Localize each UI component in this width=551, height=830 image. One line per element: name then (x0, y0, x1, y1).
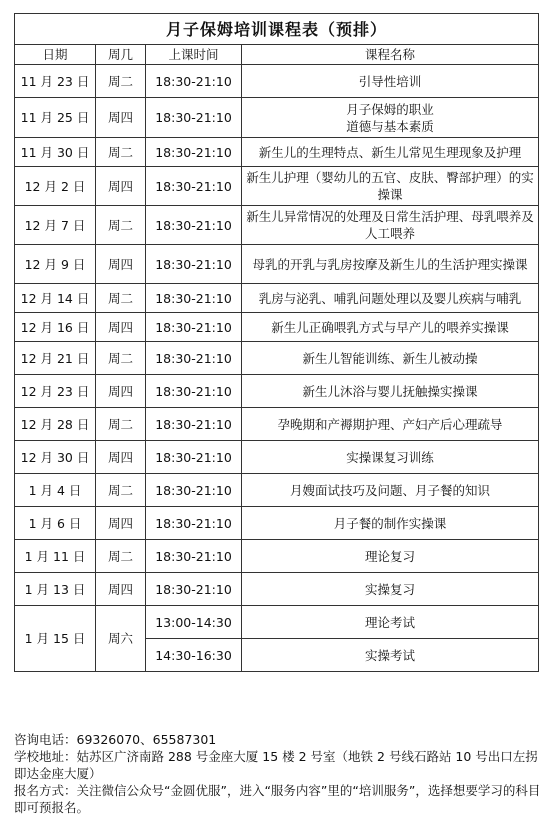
time-cell: 18:30-21:10 (146, 408, 242, 441)
course-cell: 理论复习 (242, 540, 539, 573)
table-row (15, 573, 539, 606)
table-row (15, 284, 539, 313)
weekday-cell: 周四 (96, 441, 146, 474)
time-cell: 18:30-21:10 (146, 138, 242, 167)
date-cell: 12 月 2 日 (15, 167, 96, 206)
time-cell: 18:30-21:10 (146, 167, 242, 206)
course-cell: 月嫂面试技巧及问题、月子餐的知识 (242, 474, 539, 507)
table-row (15, 375, 539, 408)
table-row (15, 167, 539, 206)
time-cell: 18:30-21:10 (146, 245, 242, 284)
weekday-cell: 周四 (96, 245, 146, 284)
table-row (15, 474, 539, 507)
course-cell: 引导性培训 (242, 65, 539, 98)
contact-info (14, 731, 544, 816)
address-line: 学校地址：姑苏区广济南路 288 号金座大厦 15 楼 2 号室（地铁 2 号线石路站 10 号出口左拐即达金座大厦） (14, 749, 538, 781)
header-date: 日期 (15, 45, 96, 65)
weekday-cell: 周二 (96, 65, 146, 98)
time-cell: 18:30-21:10 (146, 342, 242, 375)
header-course: 课程名称 (242, 45, 539, 65)
time-cell: 18:30-21:10 (146, 573, 242, 606)
date-cell: 11 月 30 日 (15, 138, 96, 167)
date-cell: 12 月 28 日 (15, 408, 96, 441)
table-row (15, 507, 539, 540)
course-cell: 新生儿沐浴与婴儿抚触操实操课 (242, 375, 539, 408)
date-cell: 12 月 9 日 (15, 245, 96, 284)
weekday-cell: 周二 (96, 206, 146, 245)
table-title: 月子保姆培训课程表（预排） (15, 14, 539, 45)
course-cell: 月子餐的制作实操课 (242, 507, 539, 540)
time-cell: 18:30-21:10 (146, 441, 242, 474)
signup-line: 报名方式：关注微信公众号“金圆优服”，进入“服务内容”里的“培训服务”，选择想要学习的科目即可预报名。 (14, 783, 541, 815)
date-cell: 12 月 23 日 (15, 375, 96, 408)
date-cell: 1 月 4 日 (15, 474, 96, 507)
table-row (15, 65, 539, 98)
date-cell: 1 月 13 日 (15, 573, 96, 606)
course-cell: 实操考试 (242, 639, 539, 672)
table-row (15, 245, 539, 284)
time-cell: 13:00-14:30 (146, 606, 242, 639)
table-row (15, 98, 539, 138)
weekday-cell: 周二 (96, 474, 146, 507)
course-cell: 实操复习 (242, 573, 539, 606)
table-row (15, 206, 539, 245)
course-cell: 孕晚期和产褥期护理、产妇产后心理疏导 (242, 408, 539, 441)
table-row (15, 313, 539, 342)
course-cell: 新生儿智能训练、新生儿被动操 (242, 342, 539, 375)
weekday-cell: 周四 (96, 507, 146, 540)
course-cell: 实操课复习训练 (242, 441, 539, 474)
schedule-table (14, 13, 539, 672)
course-cell: 新生儿正确喂乳方式与早产儿的喂养实操课 (242, 313, 539, 342)
weekday-cell: 周六 (96, 606, 146, 672)
weekday-cell: 周四 (96, 573, 146, 606)
time-cell: 18:30-21:10 (146, 65, 242, 98)
header-weekday: 周几 (96, 45, 146, 65)
time-cell: 18:30-21:10 (146, 474, 242, 507)
time-cell: 18:30-21:10 (146, 284, 242, 313)
course-cell: 母乳的开乳与乳房按摩及新生儿的生活护理实操课 (242, 245, 539, 284)
weekday-cell: 周四 (96, 375, 146, 408)
weekday-cell: 周二 (96, 284, 146, 313)
weekday-cell: 周四 (96, 167, 146, 206)
date-cell: 1 月 11 日 (15, 540, 96, 573)
table-row (15, 408, 539, 441)
date-cell: 12 月 21 日 (15, 342, 96, 375)
date-cell: 1 月 6 日 (15, 507, 96, 540)
time-cell: 14:30-16:30 (146, 639, 242, 672)
date-cell: 12 月 7 日 (15, 206, 96, 245)
date-cell: 12 月 30 日 (15, 441, 96, 474)
course-cell: 新生儿异常情况的处理及日常生活护理、母乳喂养及人工喂养 (242, 206, 539, 245)
course-cell: 新生儿的生理特点、新生儿常见生理现象及护理 (242, 138, 539, 167)
course-cell: 乳房与泌乳、哺乳问题处理以及婴儿疾病与哺乳 (242, 284, 539, 313)
date-cell: 1 月 15 日 (15, 606, 96, 672)
weekday-cell: 周二 (96, 408, 146, 441)
course-cell: 月子保姆的职业 道德与基本素质 (242, 98, 539, 138)
course-cell: 理论考试 (242, 606, 539, 639)
table-row (15, 606, 539, 639)
time-cell: 18:30-21:10 (146, 206, 242, 245)
time-cell: 18:30-21:10 (146, 540, 242, 573)
time-cell: 18:30-21:10 (146, 375, 242, 408)
weekday-cell: 周二 (96, 342, 146, 375)
date-cell: 11 月 25 日 (15, 98, 96, 138)
date-cell: 12 月 16 日 (15, 313, 96, 342)
table-row (15, 441, 539, 474)
weekday-cell: 周四 (96, 313, 146, 342)
date-cell: 12 月 14 日 (15, 284, 96, 313)
time-cell: 18:30-21:10 (146, 507, 242, 540)
table-row (15, 138, 539, 167)
header-time: 上课时间 (146, 45, 242, 65)
time-cell: 18:30-21:10 (146, 313, 242, 342)
table-row (15, 342, 539, 375)
time-cell: 18:30-21:10 (146, 98, 242, 138)
weekday-cell: 周二 (96, 540, 146, 573)
date-cell: 11 月 23 日 (15, 65, 96, 98)
course-cell: 新生儿护理（婴幼儿的五官、皮肤、臀部护理）的实操课 (242, 167, 539, 206)
weekday-cell: 周二 (96, 138, 146, 167)
table-row (15, 540, 539, 573)
weekday-cell: 周四 (96, 98, 146, 138)
phone-line: 咨询电话：69326070、65587301 (14, 732, 217, 747)
